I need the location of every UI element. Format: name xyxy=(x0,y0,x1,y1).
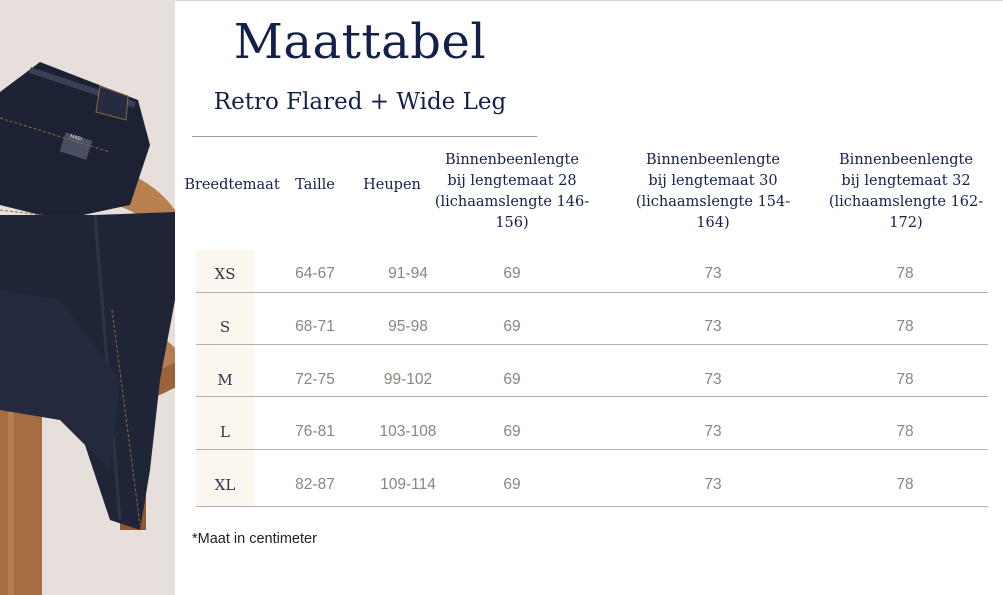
column-header-inseam-30-line: 164) xyxy=(696,215,730,231)
inseam-32-cell: 78 xyxy=(896,318,914,335)
column-header-inseam-30 xyxy=(629,150,797,234)
inseam-30-cell: 73 xyxy=(704,318,722,335)
inseam-32-cell: 78 xyxy=(896,476,914,493)
size-cell: XL xyxy=(214,476,236,494)
row-divider xyxy=(196,506,988,507)
row-divider xyxy=(196,292,988,293)
column-header-inseam-28-line: 156) xyxy=(495,215,529,231)
column-header-inseam-30-line: Binnenbeenlengte xyxy=(646,152,780,168)
inseam-30-cell: 73 xyxy=(704,371,722,388)
inseam-30-cell: 73 xyxy=(704,476,722,493)
column-header-inseam-28-line: bij lengtemaat 28 xyxy=(447,173,577,189)
table-row xyxy=(0,301,1003,353)
brand-tag: MAEI xyxy=(69,133,83,143)
column-header-hips: Heupen xyxy=(363,177,421,193)
inseam-32-cell: 78 xyxy=(896,371,914,388)
column-header-inseam-30-line: bij lengtemaat 30 xyxy=(648,173,778,189)
table-row xyxy=(0,459,1003,511)
waist-cell: 76-81 xyxy=(295,423,335,440)
size-cell: M xyxy=(217,371,233,389)
footnote: *Maat in centimeter xyxy=(192,531,317,547)
column-header-inseam-28-line: Binnenbeenlengte xyxy=(445,152,579,168)
column-header-inseam-30-line: (lichaamslengte 154- xyxy=(635,194,791,210)
hips-cell: 99-102 xyxy=(383,371,433,388)
column-header-size: Breedtemaat xyxy=(184,177,280,193)
waist-cell: 72-75 xyxy=(295,371,335,388)
top-border xyxy=(175,0,1003,1)
page-title: Maattabel xyxy=(233,14,487,70)
size-cell: S xyxy=(219,318,231,336)
inseam-28-cell: 69 xyxy=(503,371,521,388)
inseam-28-cell: 69 xyxy=(503,318,521,335)
inseam-32-cell: 78 xyxy=(896,265,914,282)
table-row xyxy=(0,406,1003,458)
title-divider xyxy=(192,136,537,137)
inseam-30-cell: 73 xyxy=(704,423,722,440)
column-header-inseam-32-line: bij lengtemaat 32 xyxy=(841,173,971,189)
row-divider xyxy=(196,449,988,450)
inseam-28-cell: 69 xyxy=(503,265,521,282)
inseam-28-cell: 69 xyxy=(503,423,521,440)
column-header-inseam-32-line: (lichaamslengte 162- xyxy=(828,194,984,210)
page-subtitle: Retro Flared + Wide Leg xyxy=(213,89,507,115)
inseam-30-cell: 73 xyxy=(704,265,722,282)
size-cell: XS xyxy=(214,265,236,283)
inseam-28-cell: 69 xyxy=(503,476,521,493)
inseam-32-cell: 78 xyxy=(896,423,914,440)
column-header-inseam-32 xyxy=(822,150,990,234)
waist-cell: 82-87 xyxy=(295,476,335,493)
hips-cell: 103-108 xyxy=(379,423,437,440)
hips-cell: 95-98 xyxy=(388,318,428,335)
column-header-waist: Taille xyxy=(295,177,335,193)
column-header-inseam-28 xyxy=(428,150,596,234)
size-cell: L xyxy=(220,423,230,441)
column-header-inseam-32-line: Binnenbeenlengte xyxy=(839,152,973,168)
row-divider xyxy=(196,396,988,397)
hips-cell: 91-94 xyxy=(388,265,428,282)
row-divider xyxy=(196,344,988,345)
waist-cell: 64-67 xyxy=(295,265,335,282)
waist-cell: 68-71 xyxy=(295,318,335,335)
table-row xyxy=(0,354,1003,406)
hips-cell: 109-114 xyxy=(380,476,436,493)
column-header-inseam-28-line: (lichaamslengte 146- xyxy=(434,194,590,210)
column-header-inseam-32-line: 172) xyxy=(889,215,923,231)
